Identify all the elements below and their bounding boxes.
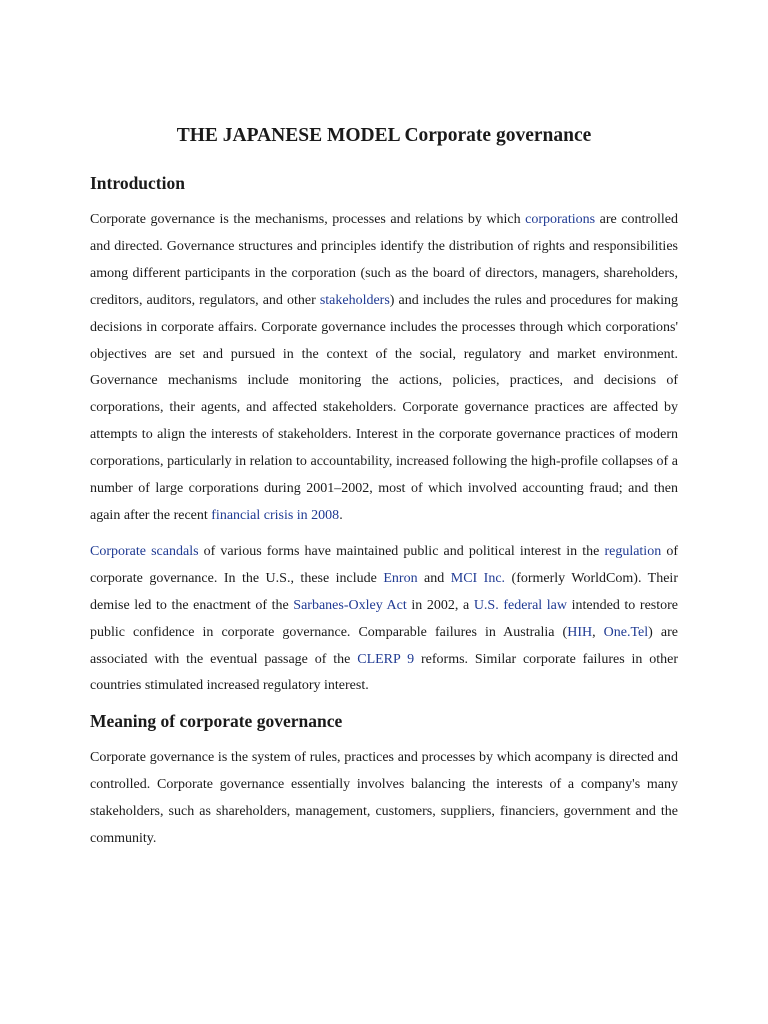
- link-stakeholders[interactable]: stakeholders: [319, 292, 390, 308]
- link-sarbanes-oxley[interactable]: Sarbanes-Oxley Act: [293, 597, 407, 613]
- text-run: ) are associated with the eventual passage of the: [90, 624, 678, 667]
- link-corporations[interactable]: corporations: [525, 212, 596, 227]
- section-heading-introduction: Introduction: [90, 173, 185, 193]
- text-run: ,: [592, 624, 604, 640]
- link-clerp-9[interactable]: CLERP 9: [357, 651, 415, 667]
- intro-paragraph-2: [90, 539, 678, 700]
- document-page: [90, 122, 678, 862]
- link-regulation[interactable]: regulation: [604, 543, 662, 559]
- meaning-paragraph-1: Corporate governance is the system of rules, practices and processes by which acompany is directed and controlled. Corporate governance essentially involves balancing the interests of a company's many stakeholders, such as shareholders, management, customers, suppliers, financiers, government and the community.: [90, 750, 678, 847]
- text-run: (formerly WorldCom). Their demise led to the enactment of the: [90, 570, 678, 613]
- link-financial-crisis[interactable]: financial crisis in 2008: [211, 507, 340, 523]
- text-run: of various forms have maintained public and political interest in the: [198, 543, 605, 559]
- text-run: Corporate governance is the mechanisms, processes and relations by which: [90, 212, 526, 227]
- text-run: reforms. Similar corporate failures in other countries stimulated increased regulatory interest.: [90, 651, 679, 694]
- title-part2: Corporate governance: [404, 125, 592, 146]
- link-corporate-scandals[interactable]: Corporate scandals: [90, 543, 199, 559]
- text-run: in 2002, a: [406, 597, 474, 613]
- text-run: and: [417, 570, 451, 586]
- text-run: .: [339, 507, 343, 523]
- document-title: [90, 122, 678, 150]
- link-mci-inc[interactable]: MCI Inc.: [450, 570, 506, 586]
- link-us-federal-law[interactable]: U.S. federal law: [473, 597, 567, 613]
- text-run: intended to restore public confidence in corporate governance. Comparable failures in Australia (: [90, 597, 679, 640]
- text-run: are controlled and directed. Governance structures and principles identify the distribution of rights and responsibilities among different participants in the corporation (such as the board of directors, managers, shareholders, creditors, auditors, regulators, and other: [90, 212, 678, 308]
- text-run: of corporate governance. In the U.S., these include: [90, 543, 678, 586]
- text-run: ) and includes the rules and procedures for making decisions in corporate affairs. Corporate governance includes the processes through which corporations' objectives are set and pursued in the context of the social, regulatory and market environment. Governance mechanisms include monitoring the actions, policies, practices, and decisions of corporations, their agents, and affected stakeholders. Corporate governance practices are affected by attempts to align the interests of stakeholders. Interest in the corporate governance practices of modern corporations, particularly in relation to accountability, increased following the high-profile collapses of a number of large corporations during 2001–2002, most of which involved accounting fraud; and then again after the recent: [90, 292, 679, 523]
- link-enron[interactable]: Enron: [383, 570, 418, 586]
- link-hih[interactable]: HIH: [567, 624, 593, 640]
- section-heading-meaning: Meaning of corporate governance: [90, 711, 343, 732]
- title-part1: THE JAPANESE MODEL: [176, 125, 400, 146]
- link-one-tel[interactable]: One.Tel: [603, 624, 649, 640]
- intro-paragraph-1: [90, 207, 678, 530]
